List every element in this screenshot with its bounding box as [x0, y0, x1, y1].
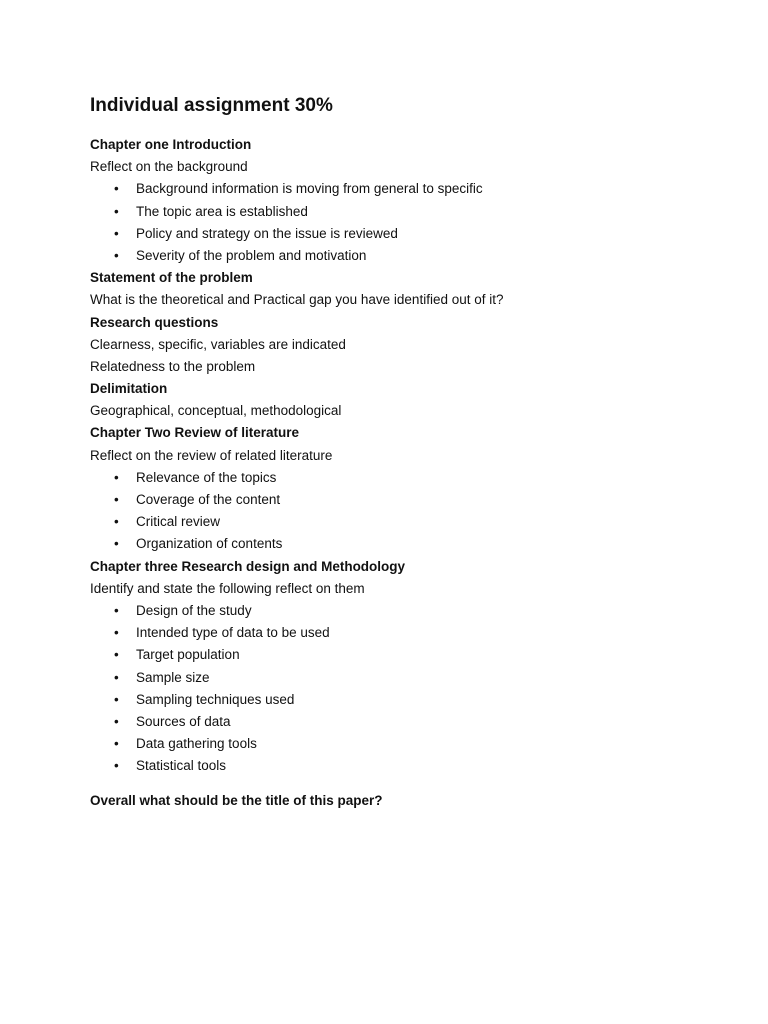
bullet-text: The topic area is established [136, 203, 308, 219]
bullet-text: Critical review [136, 514, 221, 530]
body-text: Geographical, conceptual, methodological [90, 403, 342, 419]
bullet-icon: • [114, 625, 119, 641]
bullet-text: Data gathering tools [136, 736, 257, 752]
bullet-icon: • [114, 691, 119, 707]
body-text: Clearness, specific, variables are indicated [90, 336, 346, 352]
bullet-item [90, 644, 730, 666]
bullet-item [90, 667, 730, 689]
bullet-item [90, 711, 730, 733]
bullet-icon: • [114, 181, 119, 197]
bullet-text: Sources of data [136, 713, 231, 729]
bullet-text: Design of the study [136, 602, 252, 618]
section-heading: Overall what should be the title of this paper? [90, 793, 383, 809]
bullet-icon: • [114, 469, 119, 485]
bullet-item [90, 689, 730, 711]
bullet-item [90, 533, 730, 555]
bullet-icon: • [114, 758, 119, 774]
bullet-text: Statistical tools [136, 758, 227, 774]
bullet-text: Background information is moving from general to specific [136, 181, 483, 197]
bullet-text: Sample size [136, 669, 210, 685]
bullet-item [90, 511, 730, 533]
bullet-text: Severity of the problem and motivation [136, 247, 367, 263]
bullet-item [90, 489, 730, 511]
bullet-item [90, 245, 730, 267]
bullet-icon: • [114, 736, 119, 752]
bullet-icon: • [114, 669, 119, 685]
bullet-icon: • [114, 225, 119, 241]
bullet-item [90, 467, 730, 489]
bullet-icon: • [114, 647, 119, 663]
bullet-text: Intended type of data to be used [136, 625, 330, 641]
document-body [90, 134, 730, 813]
bullet-item [90, 755, 730, 777]
section-heading: Statement of the problem [90, 270, 253, 286]
bullet-item [90, 622, 730, 644]
bullet-text: Relevance of the topics [136, 469, 277, 485]
bullet-text: Organization of contents [136, 536, 283, 552]
body-text: What is the theoretical and Practical gap you have identified out of it? [90, 292, 504, 308]
bullet-item [90, 201, 730, 223]
spacer [90, 777, 730, 790]
bullet-text: Policy and strategy on the issue is reviewed [136, 225, 398, 241]
bullet-icon: • [114, 492, 119, 507]
section-heading: Research questions [90, 314, 219, 330]
body-text: Relatedness to the problem [90, 358, 256, 374]
body-text: Identify and state the following reflect on them [90, 580, 365, 596]
bullet-item [90, 178, 730, 200]
bullet-icon: • [114, 514, 119, 530]
section-heading: Chapter Two Review of literature [90, 425, 300, 441]
body-text: Reflect on the review of related literature [90, 447, 333, 463]
document-title: Individual assignment 30% [90, 95, 333, 116]
section-heading: Chapter one Introduction [90, 137, 252, 152]
section-heading: Chapter three Research design and Methodology [90, 558, 406, 574]
bullet-item [90, 223, 730, 245]
bullet-item [90, 600, 730, 622]
bullet-icon: • [114, 247, 119, 263]
bullet-text: Target population [136, 647, 240, 663]
bullet-item [90, 733, 730, 755]
bullet-icon: • [114, 713, 119, 729]
bullet-text: Coverage of the content [136, 492, 281, 507]
bullet-icon: • [114, 203, 119, 219]
bullet-icon: • [114, 602, 119, 618]
body-text: Reflect on the background [90, 159, 248, 175]
section-heading: Delimitation [90, 381, 168, 397]
bullet-icon: • [114, 536, 119, 552]
bullet-text: Sampling techniques used [136, 691, 295, 707]
